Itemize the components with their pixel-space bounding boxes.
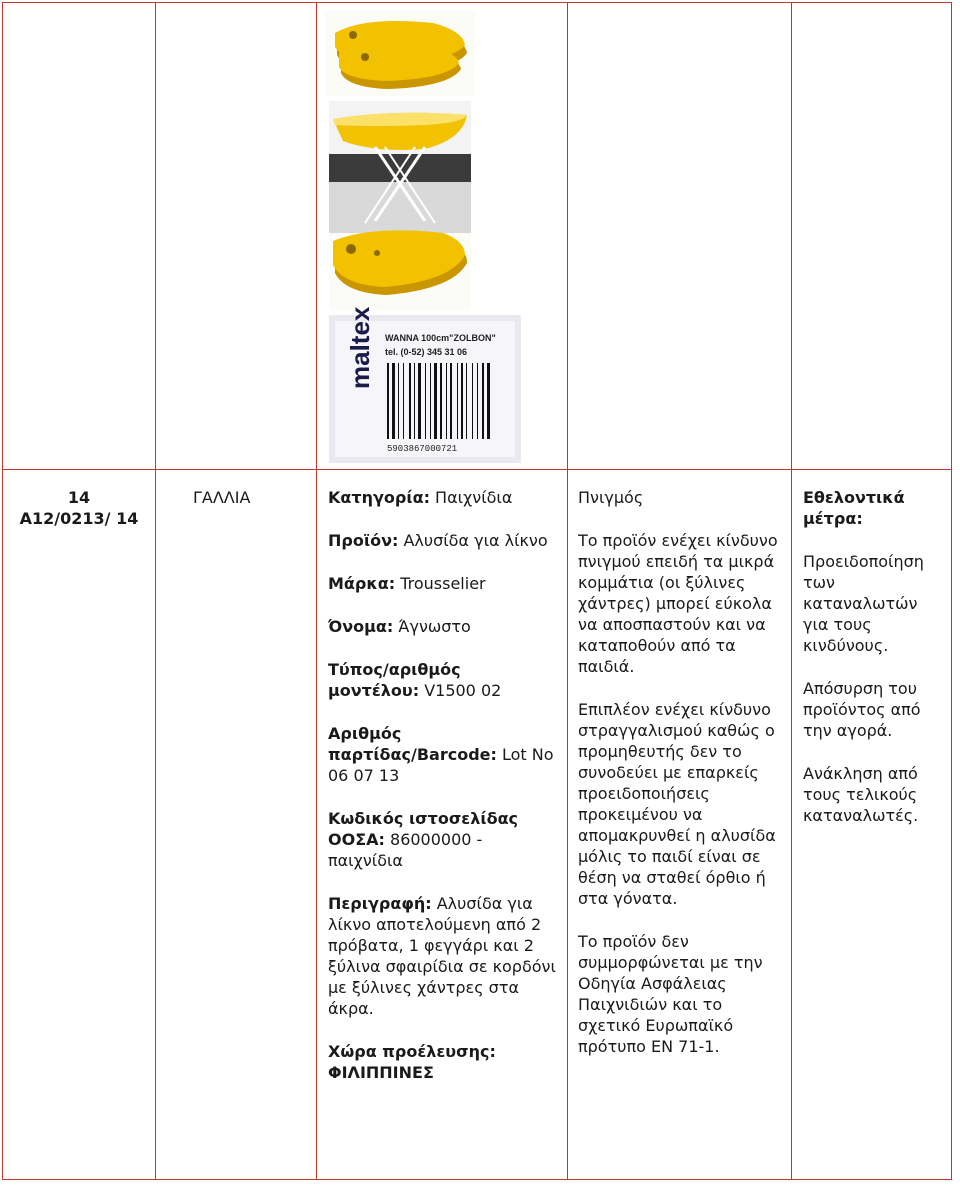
column-divider bbox=[316, 3, 317, 1179]
barcode-bar bbox=[440, 363, 442, 439]
measure-item: Ανάκληση από τους τελικούς καταναλωτές. bbox=[803, 764, 919, 825]
product-field-batch: Αριθμός παρτίδας/Barcode: Lot No 06 07 13 bbox=[328, 724, 554, 785]
risk-cell bbox=[578, 487, 783, 1079]
barcode-bar bbox=[403, 363, 404, 439]
product-field-brand: Μάρκα: Trousselier bbox=[328, 574, 486, 593]
product-photos bbox=[325, 11, 525, 463]
barcode-bar bbox=[461, 363, 463, 439]
measure-item: Απόσυρση του προϊόντος από την αγορά. bbox=[803, 679, 921, 740]
row-divider bbox=[3, 469, 951, 470]
barcode-bar bbox=[477, 363, 478, 439]
barcode-bar bbox=[392, 363, 395, 439]
product-field-description: Περιγραφή: Αλυσίδα για λίκνο αποτελούμενη από 2 πρόβατα, 1 φεγγάρι και 2 ξύλινα σφαιρίδια σε κορδόνι με ξύλινες χάντρες στα άκρα. bbox=[328, 894, 556, 1018]
record-id-cell bbox=[13, 487, 145, 529]
label-line2-text: tel. (0-52) 345 31 06 bbox=[385, 347, 468, 357]
barcode-bar bbox=[414, 363, 415, 439]
barcode-bar bbox=[418, 363, 421, 439]
barcode-bar bbox=[450, 363, 452, 439]
barcode-bar bbox=[430, 363, 431, 439]
record-number: 14 bbox=[67, 488, 91, 507]
risk-paragraph: Το προϊόν δεν συμμορφώνεται με την Οδηγία Ασφάλειας Παιχνιδιών και το σχετικό Ευρωπαϊκό πρότυπο EN 71-1. bbox=[578, 932, 763, 1056]
barcode-bar bbox=[487, 363, 490, 439]
barcode-bar bbox=[466, 363, 467, 439]
recall-table bbox=[2, 2, 952, 1180]
barcode-label-photo bbox=[329, 306, 521, 463]
barcode-bar bbox=[425, 363, 426, 439]
product-image bbox=[325, 11, 525, 463]
measure-item: Προειδοποίηση των καταναλωτών για τους κινδύνους. bbox=[803, 552, 924, 655]
product-field-origin: Χώρα προέλευσης: ΦΙΛΙΠΠΙΝΕΣ bbox=[328, 1042, 496, 1082]
tub-on-stand-photo bbox=[329, 101, 471, 233]
label-brand-text: maltex bbox=[345, 306, 375, 389]
barcode-bar bbox=[446, 363, 447, 439]
barcode-bar bbox=[398, 363, 399, 439]
barcode-bar bbox=[472, 363, 473, 439]
label-line1-text: WANNA 100cm"ZOLBON" bbox=[385, 333, 496, 343]
product-field-product: Προϊόν: Αλυσίδα για λίκνο bbox=[328, 531, 548, 550]
barcode-bar bbox=[482, 363, 484, 439]
product-details-cell bbox=[328, 487, 556, 1105]
column-divider bbox=[155, 3, 156, 1179]
stacked-tubs-photo bbox=[325, 11, 475, 96]
product-field-oecd-code: Κωδικός ιστοσελίδας ΟΟΣΑ: 86000000 - παιχνίδια bbox=[328, 809, 519, 870]
single-tub-photo bbox=[329, 230, 471, 311]
barcode-bar bbox=[434, 363, 437, 439]
product-field-model: Τύπος/αριθμός μοντέλου: V1500 02 bbox=[328, 660, 502, 700]
barcode-digits-text: 5903867000721 bbox=[387, 444, 458, 454]
barcode-bar bbox=[387, 363, 389, 439]
risk-type: Πνιγμός bbox=[578, 488, 644, 507]
risk-paragraph: Επιπλέον ενέχει κίνδυνο στραγγαλισμού καθώς ο προμηθευτής δεν το συνοδεύει με επαρκείς προειδοποιήσεις προκειμένου να απομακρυνθεί η αλυσίδα μόλις το παιδί είναι σε θέση να σταθεί όρθιο ή στα γόνατα. bbox=[578, 700, 776, 908]
barcode-bar bbox=[457, 363, 458, 439]
country-cell bbox=[193, 487, 303, 508]
product-field-category: Κατηγορία: Παιχνίδια bbox=[328, 488, 513, 507]
measures-title: Εθελοντικά μέτρα: bbox=[803, 488, 905, 528]
measures-cell bbox=[803, 487, 943, 848]
record-reference: A12/0213/ 14 bbox=[19, 509, 139, 528]
barcode-bar bbox=[409, 363, 411, 439]
notifying-country: ΓΑΛΛΙΑ bbox=[193, 488, 251, 507]
column-divider bbox=[791, 3, 792, 1179]
column-divider bbox=[567, 3, 568, 1179]
product-field-name: Όνομα: Άγνωστο bbox=[328, 617, 471, 636]
risk-paragraph: Το προϊόν ενέχει κίνδυνο πνιγμού επειδή τα μικρά κομμάτια (οι ξύλινες χάντρες) μπορεί εύκολα να αποσπαστούν και να καταποθούν από τα παιδιά. bbox=[578, 531, 778, 676]
